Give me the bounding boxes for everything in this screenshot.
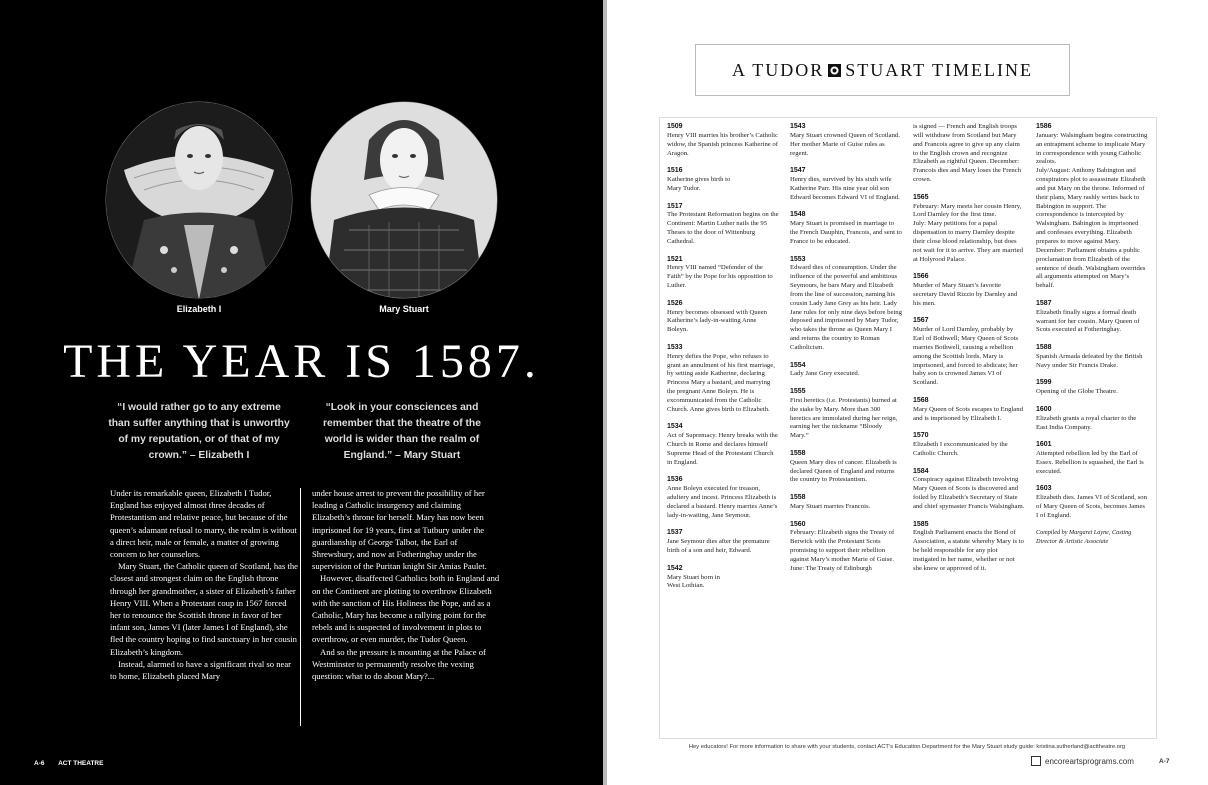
event-text: English Parliament enacts the Bond of Association, a statute whereby Mary is to be held responsible for any plot instigated in her name, whether or not she knew or approved of it.: [913, 529, 1024, 572]
timeline-event: [667, 300, 779, 335]
timeline-event: [1036, 379, 1148, 397]
event-year: 1568: [913, 396, 929, 404]
event-year: 1543: [790, 123, 806, 130]
event-year: 1537: [667, 529, 683, 537]
timeline-title-box: [695, 44, 1070, 96]
timeline-event: [790, 494, 902, 512]
event-text: Mary Stuart marries Francois.: [790, 502, 871, 510]
event-year: 1599: [1036, 379, 1052, 387]
timeline-event: [1036, 485, 1148, 520]
encore-logo-icon: [1031, 756, 1041, 766]
event-text: Spanish Armada defeated by the British Navy under Sir Francis Drake.: [1036, 352, 1143, 369]
timeline-event: [913, 521, 1025, 574]
timeline-event: [913, 432, 1025, 459]
body-column-2: [312, 487, 500, 682]
timeline-column-4: [1036, 123, 1148, 547]
right-page: [607, 0, 1208, 785]
event-text: Elizabeth grants a royal charter to the East India Company.: [1036, 414, 1137, 431]
body-paragraph: Under its remarkable queen, Elizabeth I Tudor, England has enjoyed almost three decades of Protestantism and relative peace, but because of the queen’s adamant refusal to marry, the realm is without a direct heir, male or female, a matter of growing concern to her counselors.: [110, 488, 297, 560]
event-text: February: Mary meets her cousin Henry, Lord Darnley for the first time. July: Mary petitions for a papal dispensation to marry Darnley despite their close blood relationship, but does not wait for it to arrive. They are married at Holyrood Palace.: [913, 202, 1023, 263]
event-text: February: Elizabeth signs the Treaty of Berwick with the Protestant Scots promising to support their rebellion against Mary’s mother Marie of Guise. June: The Treaty of Edinburgh: [790, 529, 895, 572]
caption-elizabeth: Elizabeth I: [176, 304, 222, 314]
event-year: 1565: [913, 193, 929, 201]
timeline-event: [913, 317, 1025, 388]
event-year: 1570: [913, 432, 929, 440]
timeline-column-1: [667, 123, 779, 600]
timeline-event: [1036, 123, 1148, 291]
timeline-event: [913, 273, 1025, 308]
event-year: 1558: [790, 449, 806, 457]
event-year: 1560: [790, 520, 806, 528]
event-text: Attempted rebellion led by the Earl of Essex. Rebellion is squashed, the Earl is executed.: [1036, 449, 1144, 475]
timeline-event: [667, 167, 779, 194]
event-text: Murder of Mary Stuart’s favorite secretary David Rizzio by Darnley and his men.: [913, 282, 1018, 307]
body-paragraph: However, disaffected Catholics both in England and on the Continent are plotting to overthrow Elizabeth with the sanction of His Holiness the Pope, and as a Catholic, Mary has become a rallying point for the rebels and is suspected of involvement in plots to overthrow, or even murder, the Tudor Queen.: [312, 573, 500, 645]
event-text: Mary Stuart is promised in marriage to the French Dauphin, Francois, and sent to France to be educated.: [790, 220, 902, 245]
quote-elizabeth: “I would rather go to any extreme than suffer anything that is unworthy of my reputation, or of that of my crown.” – Elizabeth I: [108, 402, 290, 461]
event-year: 1600: [1036, 405, 1052, 413]
event-year: 1603: [1036, 485, 1052, 493]
event-year: 1587: [1036, 299, 1052, 307]
event-text: Henry VIII named “Defender of the Faith” by the Pope for his opposition to Luther.: [667, 264, 773, 290]
event-text: January: Walsingham begins constructing an entrapment scheme to implicate Mary in correspondence with young Catholic zealots. July/August: Anthony Babington and conspirators plot to assassinate Elizabeth and put Mary on the throne. Informed of their plans, Mary rashly writes back to Babington in support. The correspondence is intercepted by Walsingham. Babington is imprisoned and confesses everything. Elizabeth prepares to move against Mary. December: Parliament obtains a public proclamation from Elizabeth of the sentence of death. Walsingham overrides all arguments attempted on Mary’s behalf.: [1036, 131, 1148, 290]
timeline-event: [667, 565, 779, 592]
timeline-event: [790, 256, 902, 353]
quote-mary: “Look in your consciences and remember that the theatre of the world is wider than the realm of England.” – Mary Stuart: [323, 402, 481, 461]
portrait-mary: [309, 100, 499, 300]
timeline-event: [790, 521, 902, 574]
timeline-event: [667, 529, 779, 556]
event-text: Jane Seymour dies after the premature birth of a son and heir, Edward.: [667, 538, 770, 555]
event-year: 1548: [790, 211, 806, 219]
event-text: Elizabeth I excommunicated by the Catholic Church.: [913, 441, 1008, 457]
elizabeth-portrait-image: [104, 100, 294, 300]
event-year: 1554: [790, 361, 806, 369]
event-year: 1542: [667, 564, 683, 572]
folio-left: [34, 760, 115, 767]
event-text: Henry dies, survived by his sixth wife Katherine Parr. His nine year old son Edward becomes Edward VI of England.: [790, 176, 900, 201]
brand-footer: [1031, 756, 1134, 766]
event-year: 1601: [1036, 441, 1052, 449]
brand-url: encoreartsprograms.com: [1045, 756, 1134, 766]
timeline-event: [667, 476, 779, 520]
event-year: 1566: [913, 273, 929, 281]
body-column-1: [110, 487, 298, 682]
timeline-event: [1036, 406, 1148, 433]
timeline-event: [790, 362, 902, 380]
event-text: Queen Mary dies of cancer. Elizabeth is declared Queen of England and returns the country to Protestantism.: [790, 458, 897, 484]
body-paragraph: Mary Stuart, the Catholic queen of Scotland, has the closest and strongest claim on the English throne through her grandmother, a sister of Elizabeth’s father Henry VIII. When a Protestant coup in 1567 forced her to renounce the Scottish throne in favor of her infant son, James VI (later James I of England), she fled the country hoping to find sanctuary in her cousin Elizabeth’s kingdom.: [110, 561, 298, 657]
timeline-event: [913, 123, 1025, 185]
event-year: 1567: [913, 317, 929, 325]
event-text: Elizabeth finally signs a formal death warrant for her cousin. Mary Queen of Scots executed at Fotheringhay.: [1036, 308, 1140, 334]
event-year: 1534: [667, 423, 683, 431]
event-text: Mary Queen of Scots escapes to England and is imprisoned by Elizabeth I.: [913, 405, 1023, 422]
timeline-event: [913, 194, 1025, 265]
timeline-column-2: [790, 123, 902, 582]
event-year: 1526: [667, 299, 683, 307]
event-text: Katherine gives birth to Mary Tudor.: [667, 176, 731, 192]
timeline-title: [732, 60, 1033, 81]
tudor-rose-icon: [828, 64, 841, 77]
column-divider: [300, 488, 301, 726]
page-number: A-6: [34, 760, 45, 767]
event-text: Murder of Lord Darnley, probably by Earl of Bothwell; Mary Queen of Scots marries Bothwell, causing a rebellion among the Scottish lords. Mary is imprisoned, and forced to abdicate; her baby son is crowned James VI of Scotland.: [913, 326, 1019, 387]
event-year: 1558: [790, 494, 806, 502]
title-part-tudor: A TUDOR: [732, 59, 825, 80]
event-text: is signed — French and English troops will withdraw from Scotland but Mary and Francois agree to give up any claim to the English crown and recognize Elizabeth as rightful Queen. December: Francois dies and Mary loses the French crown.: [913, 123, 1022, 184]
event-text: The Protestant Reformation begins on the Continent: Martin Luther nails the 95 Theses to the door of Wittenburg Cathedral.: [667, 211, 779, 245]
event-year: 1555: [790, 388, 806, 396]
event-year: 1517: [667, 202, 683, 210]
event-text: Lady Jane Grey executed.: [790, 370, 860, 378]
event-text: First heretics (i.e. Protestants) burned at the stake by Mary. More than 300 heretics are immolated during her reign, earning her the nickname “Bloody Mary.”: [790, 396, 898, 440]
event-year: 1547: [790, 167, 806, 175]
event-year: 1553: [790, 255, 806, 263]
caption-mary: Mary Stuart: [379, 304, 429, 314]
body-paragraph: And so the pressure is mounting at the Palace of Westminster to permanently resolve the vexing question: what to do about Mary?...: [312, 646, 486, 682]
publication-name: ACT THEATRE: [58, 760, 104, 767]
timeline-event: [667, 423, 779, 467]
event-text: Act of Supremacy. Henry breaks with the Church in Rome and declares himself Supreme Head of the Protestant Church in England.: [667, 432, 778, 466]
event-text: Edward dies of consumption. Under the influence of the powerful and ambitious Seymours, he bars Mary and Elizabeth from the line of succession, naming his cousin Lady Jane Grey as his heir. Lady Jane rules for only nine days before being deposed and imprisoned by Mary Tudor, who takes the throne as Queen Mary I and returns the country to Roman Catholicism.: [790, 264, 902, 351]
event-year: 1509: [667, 123, 683, 130]
timeline-event: [913, 468, 1025, 512]
body-paragraph: under house arrest to prevent the possibility of her leading a Catholic insurgency and claiming Elizabeth’s throne for herself. Mary has now been imprisoned for 19 years, first at Tutbury under the guardianship of George Talbot, the Earl of Shrewsbury, and now at Fotheringhay under the supervision of the Puritan knight Sir Amias Paulet.: [312, 488, 487, 572]
timeline-event: [913, 397, 1025, 424]
event-text: Mary Stuart crowned Queen of Scotland. Her mother Marie of Guise rules as regent.: [790, 131, 900, 157]
title-part-stuart: STUART TIMELINE: [845, 59, 1033, 80]
page-number-right: A-7: [1159, 758, 1170, 765]
event-text: Henry defies the Pope, who refuses to grant an annulment of his first marriage, by setting aside Katherine, declaring Princess Mary a bastard, and marrying the pregnant Anne Boleyn. He is excommunicated from the Catholic Church. Anne gives birth to Elizabeth.: [667, 352, 775, 413]
timeline-event: [790, 450, 902, 485]
event-text: Anne Boleyn executed for treason, adultery and incest. Princess Elizabeth is declared a bastard. Henry marries Anne’s lady-in-waiting, Jane Seymour.: [667, 485, 778, 519]
timeline-event: [790, 167, 902, 202]
timeline-event: [667, 203, 779, 247]
event-year: 1536: [667, 476, 683, 484]
event-text: Henry becomes obsessed with Queen Katherine’s lady-in-waiting Anne Boleyn.: [667, 308, 767, 334]
timeline-event: [790, 123, 902, 158]
timeline-event: [1036, 300, 1148, 335]
left-page: [0, 0, 603, 785]
event-year: 1533: [667, 343, 683, 351]
timeline-event: [667, 256, 779, 291]
event-text: Conspiracy against Elizabeth involving Mary Queen of Scots is discovered and foiled by Elizabeth’s Secretary of State and chief spymaster Francis Walsingham.: [913, 476, 1025, 510]
mary-portrait-image: [309, 100, 499, 300]
timeline-event: [667, 123, 779, 158]
event-year: 1521: [667, 255, 683, 263]
timeline-event: [667, 344, 779, 415]
timeline-column-3: [913, 123, 1025, 583]
event-text: Mary Stuart born in West Lothian.: [667, 573, 720, 590]
event-year: 1584: [913, 467, 929, 475]
portrait-elizabeth: [104, 100, 294, 300]
event-year: 1585: [913, 520, 929, 528]
headline: THE YEAR IS 1587.: [63, 335, 540, 388]
body-paragraph: Instead, alarmed to have a significant rival so near to home, Elizabeth placed Mary: [110, 658, 291, 682]
timeline-event: [790, 388, 902, 441]
event-year: 1516: [667, 167, 683, 175]
timeline-event: [790, 211, 902, 246]
timeline-event: [1036, 441, 1148, 476]
educator-note: Hey educators! For more information to share with your students, contact ACT’s Education Department for the Mary Stuart study guide: kristina.sutherland@acttheatre.org: [688, 744, 1126, 750]
event-year: 1588: [1036, 344, 1052, 351]
event-text: Opening of the Globe Theatre.: [1036, 388, 1118, 396]
timeline-event: [1036, 344, 1148, 371]
event-text: Elizabeth dies. James VI of Scotland, son of Mary Queen of Scots, becomes James I of England.: [1036, 494, 1147, 519]
compiler-credit: Compiled by Margaret Layne, Casting Director & Artistic Associate: [1036, 529, 1132, 546]
event-year: 1586: [1036, 123, 1052, 130]
event-text: Henry VIII marries his brother’s Catholic widow, the Spanish princess Katherine of Aragon.: [667, 131, 778, 157]
